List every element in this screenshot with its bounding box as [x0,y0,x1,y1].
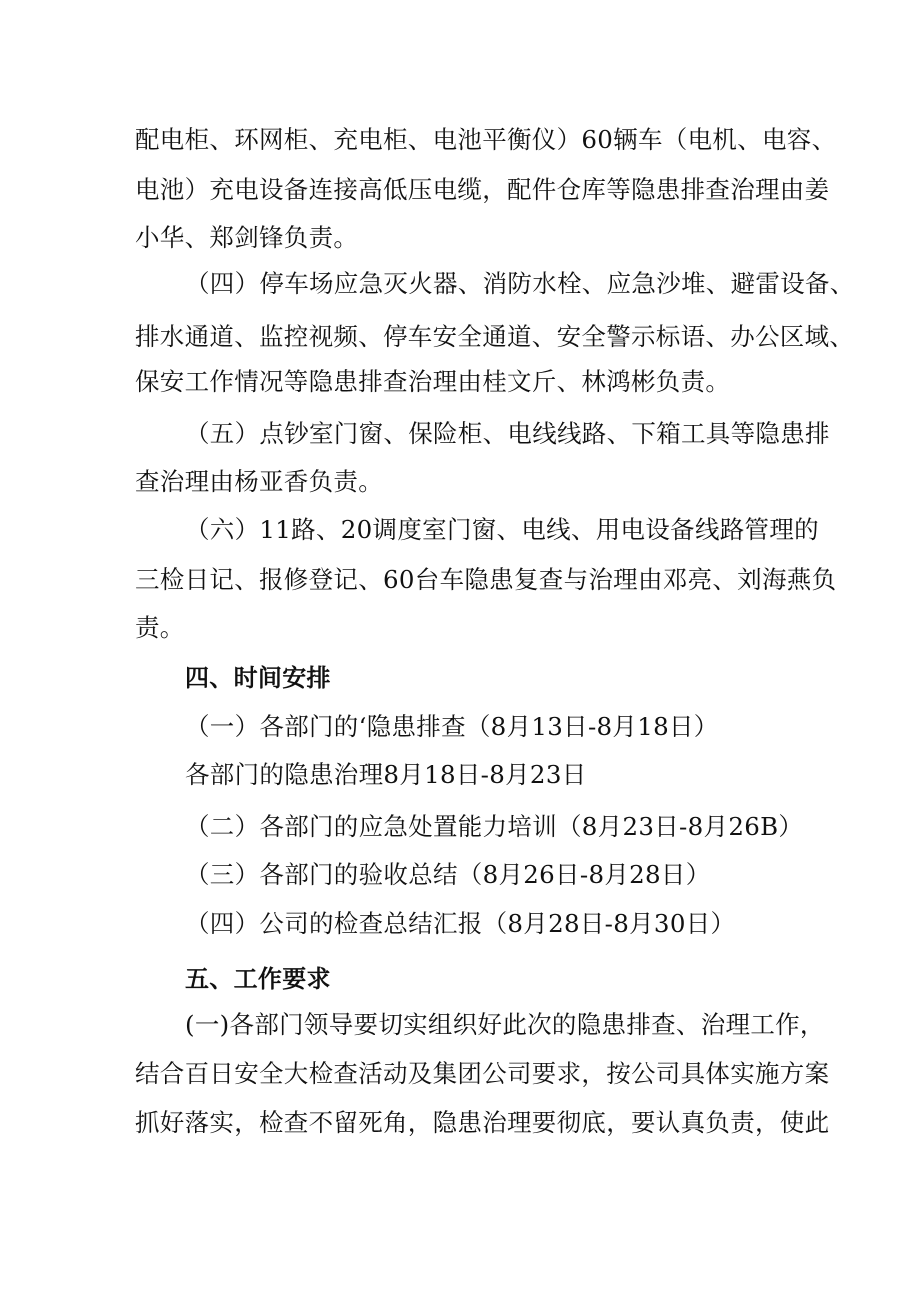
body-line: 三检日记、报修登记、60台车隐患复查与治理由邓亮、刘海燕负 [135,565,837,594]
body-line: 排水通道、监控视频、停车安全通道、安全警示标语、办公区域、 [135,322,855,351]
schedule-item: （四）公司的检查总结汇报（8月28日-8月30日） [185,909,736,938]
paragraph-five: （五）点钞室门窗、保险柜、电线线路、下箱工具等隐患排 [185,419,830,448]
body-line: 责。 [135,613,185,642]
schedule-item: （二）各部门的应急处置能力培训（8月23日-8月26B） [185,812,804,841]
paragraph-six: （六）11路、20调度室门窗、电线、用电设备线路管理的 [185,515,819,544]
paragraph-four: （四）停车场应急灭火器、消防水栓、应急沙堆、避雷设备、 [185,269,855,298]
requirements-line: 抓好落实，检查不留死角，隐患治理要彻底，要认真负责，使此 [135,1108,830,1137]
body-line: 电池）充电设备连接高低压电缆，配件仓库等隐患排查治理由姜 [135,175,830,204]
requirements-line: (一)各部门领导要切实组织好此次的隐患排查、治理工作， [185,1010,825,1039]
schedule-item: （三）各部门的验收总结（8月26日-8月28日） [185,860,711,889]
section-heading-requirements: 五、工作要求 [185,965,331,993]
body-line: 配电柜、环网柜、充电柜、电池平衡仪）60辆车（电机、电容、 [135,125,837,154]
body-line: 小华、郑剑锋负责。 [135,223,359,252]
schedule-item: 各部门的隐患治理8月18日-8月23日 [185,760,587,789]
schedule-item: （一）各部门的‘隐患排查（8月13日-8月18日） [185,712,719,741]
requirements-line: 结合百日安全大检查活动及集团公司要求，按公司具体实施方案 [135,1059,830,1088]
section-heading-schedule: 四、时间安排 [185,664,331,692]
body-line: 查治理由杨亚香负责。 [135,467,383,496]
body-line: 保安工作情况等隐患排查治理由桂文斤、林鸿彬负责。 [135,367,731,396]
